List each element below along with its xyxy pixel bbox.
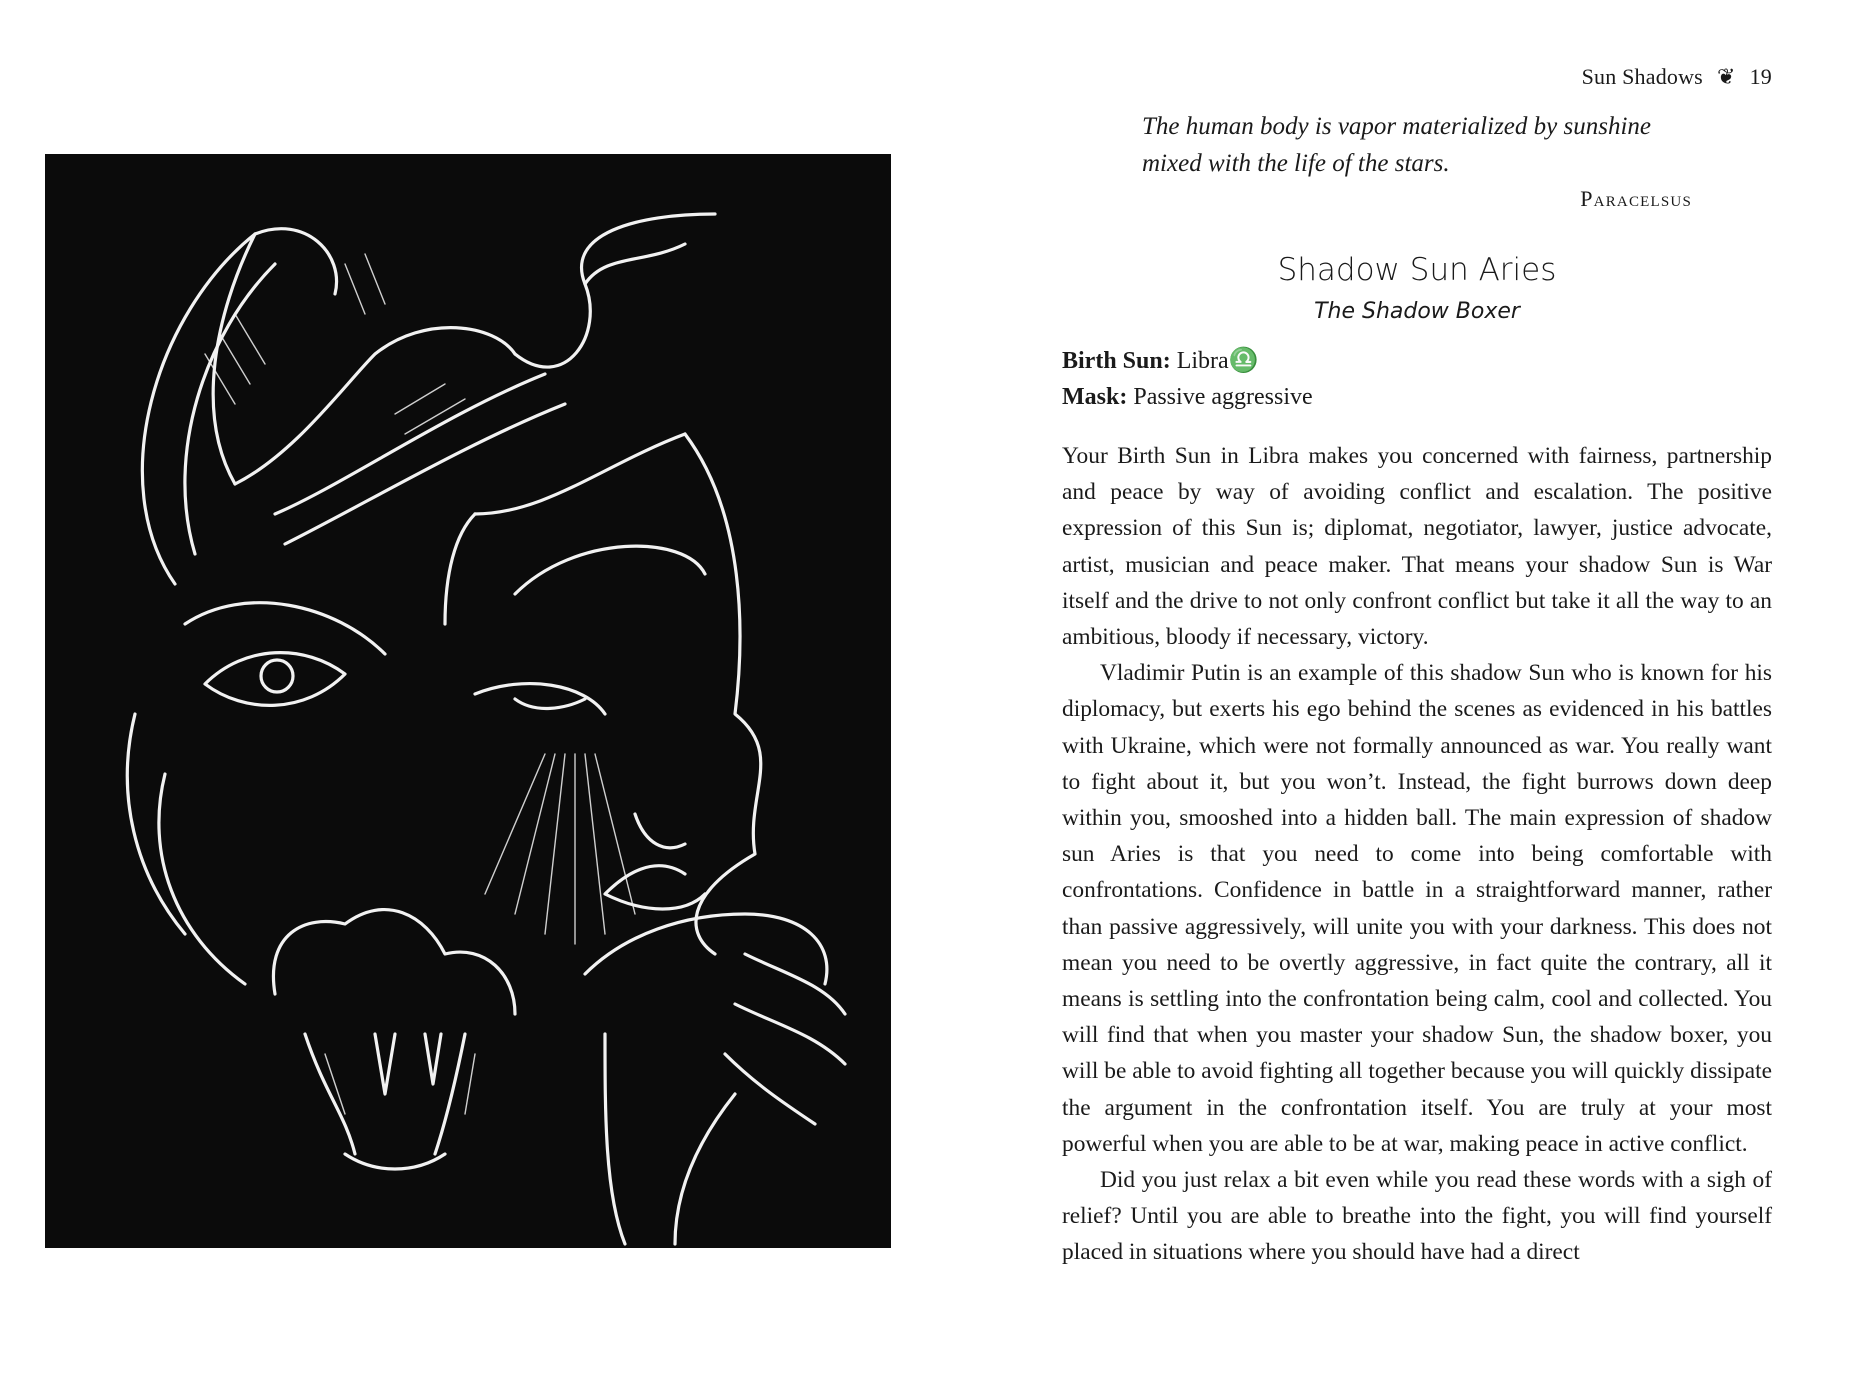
body-paragraph: Vladimir Putin is an example of this shadow Sun who is known for his diplomacy, but exerts his ego behind the scenes as evidenced in his battles with Ukraine, which were not formally announced as war. You really want to fight about it, but you won’t. Instead, the fight burrows down deep within you, smooshed into a hidden ball. The main expression of shadow sun Aries is that you need to come into being comfortable with confrontations. Confidence in battle in a straightforward manner, rather than passive aggressively, will unite you with your darkness. This does not mean you need to be overtly aggressive, in fact quite the contrary, all it means is settling into the confrontation being calm, cool and collected. You will find that when you master your shadow Sun, the shadow boxer, you will be able to avoid fighting all together because you will quickly dissipate the argument in the confrontation itself. You are truly at your most powerful when you are able to be at war, making peace in active conflict. [1062, 660, 1772, 1157]
mask-line [1062, 384, 1313, 411]
libra-glyph-icon: ♎ [1228, 348, 1259, 374]
shadow-boxer-illustration [45, 154, 891, 1248]
fleuron-icon: ❦ [1716, 64, 1736, 89]
section-title: Sun Shadows [1581, 64, 1703, 89]
running-head [1582, 64, 1772, 90]
birth-sun-line [1062, 346, 1259, 375]
page-number: 19 [1749, 64, 1772, 89]
body-text [1062, 438, 1772, 1271]
birth-sun-value: Libra [1176, 348, 1229, 374]
section-subheading: The Shadow Boxer [1314, 299, 1520, 324]
section-heading: Shadow Sun Aries [1277, 252, 1557, 288]
epigraph-quote: The human body is vapor materialized by sunshine mixed with the life of the stars. [1142, 113, 1651, 177]
mask-label: Mask: [1062, 384, 1128, 410]
body-paragraph: Did you just relax a bit even while you read these words with a sigh of relief? Until you are able to breathe into the fight, you will find yourself placed in situations where you should have had a direct [1062, 1167, 1772, 1266]
shadow-faces-illustration-icon [45, 154, 891, 1248]
body-paragraph: Your Birth Sun in Libra makes you concerned with fairness, partnership and peace by way of avoiding conflict and escalation. The positive expression of this Sun is; diplomat, negotiator, lawyer, justice advocate, artist, musician and peace maker. That means your shadow Sun is War itself and the drive to not only confront conflict but take it all the way to an ambitious, bloody if necessary, victory. [1062, 443, 1772, 651]
birth-sun-label: Birth Sun: [1062, 348, 1171, 374]
epigraph-attribution: Paracelsus [1580, 186, 1692, 211]
mask-value: Passive aggressive [1133, 384, 1313, 410]
